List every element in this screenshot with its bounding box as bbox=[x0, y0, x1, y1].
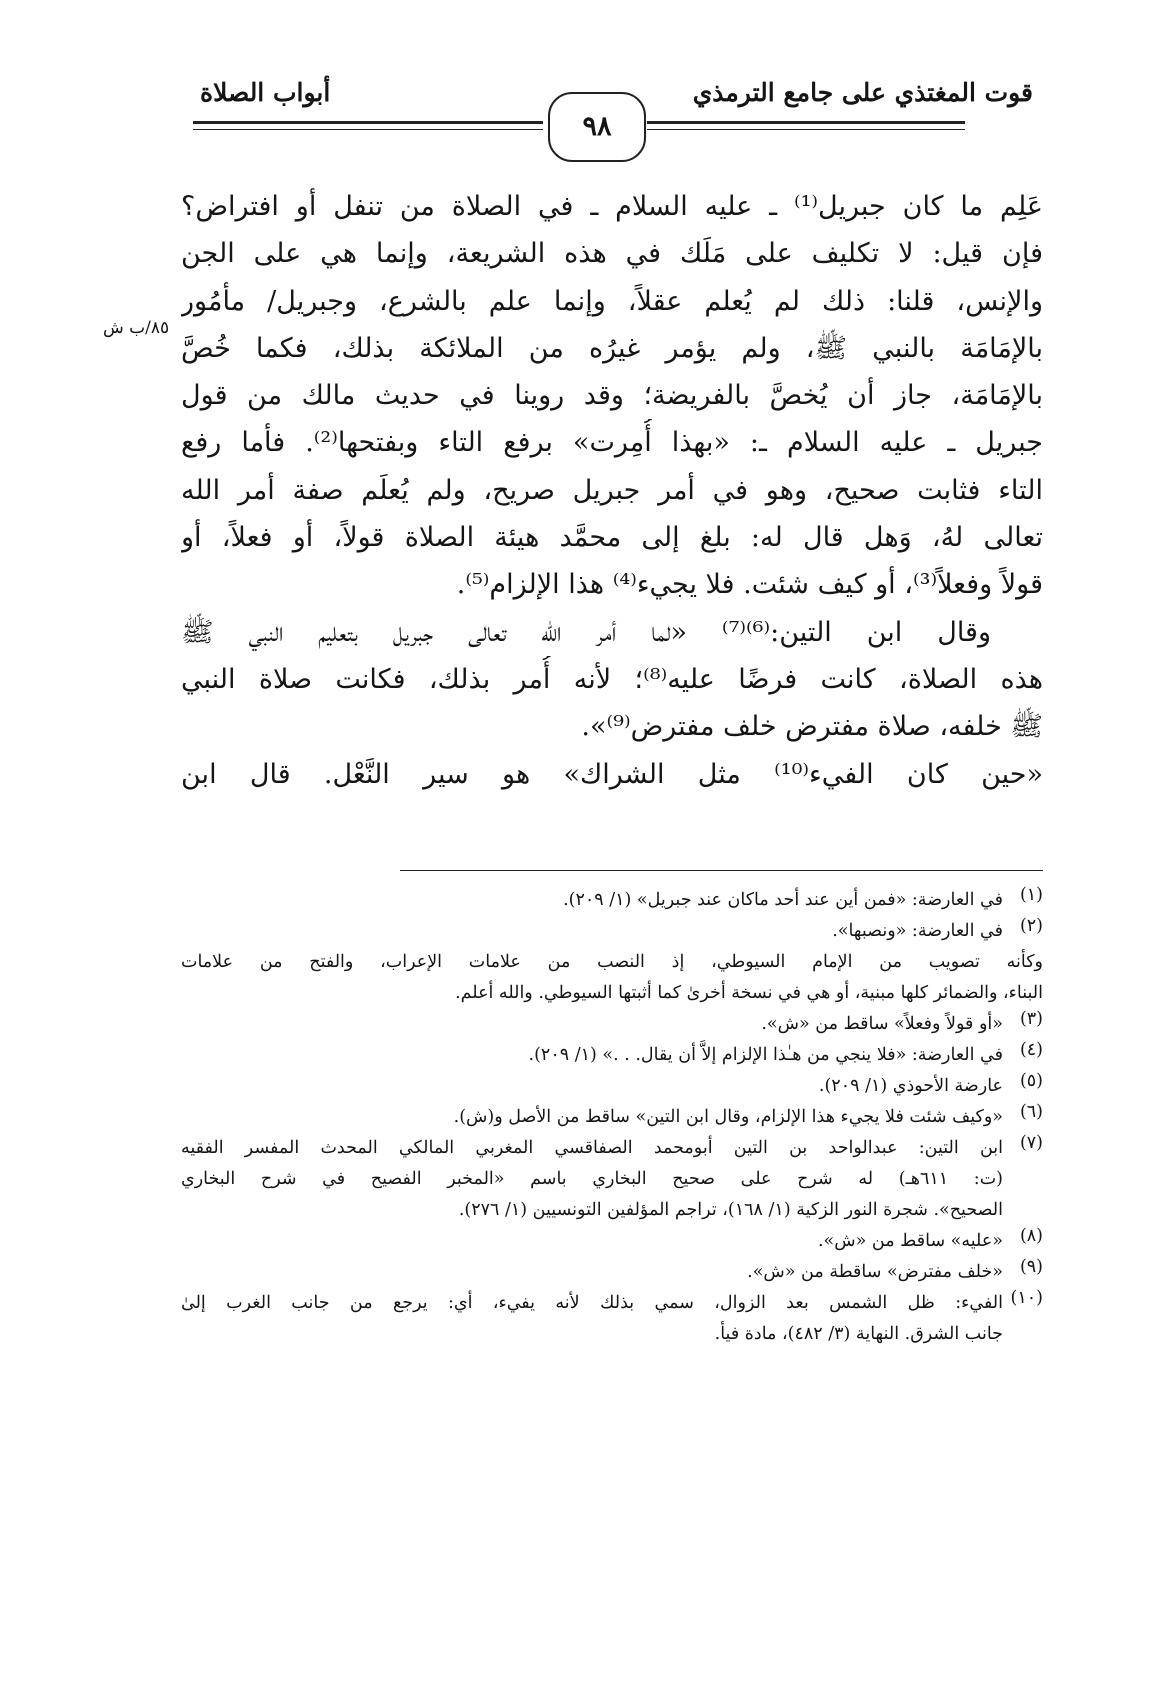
text-line: والإنس، قلنا: ذلك لم يُعلم عقلاً، وإنما علم بالشرع، وجبريل/ مأمُور bbox=[181, 285, 1043, 317]
header-rule-left-thin bbox=[193, 129, 543, 130]
footnote-line: «خلف مفترض» ساقطة من «ش». bbox=[747, 1262, 1003, 1282]
text-line: جبريل ـ عليه السلام ـ: «بهذا أُمِرت» برفع التاء وبفتحها⁽²⁾. فأما رفع bbox=[181, 427, 1043, 459]
footnote-number: (٩) bbox=[1019, 1257, 1043, 1277]
footnotes bbox=[181, 885, 1043, 1350]
footnote-separator bbox=[400, 870, 1043, 871]
footnote-number: (٦) bbox=[1019, 1102, 1043, 1122]
running-header-chapter-title: أبواب الصلاة bbox=[200, 78, 331, 107]
footnote-line: «عليه» ساقط من «ش». bbox=[817, 1231, 1003, 1251]
footnote-number: (٤) bbox=[1019, 1040, 1043, 1060]
text-line: بالإمَامَة، جاز أن يُخصَّ بالفريضة؛ وقد روينا في حديث مالك من قول bbox=[181, 380, 1043, 412]
footnote bbox=[181, 1102, 1043, 1133]
footnote-line: البناء، والضمائر كلها مبنية، أو هي في نسخة أخرىٰ كما أثبتها السيوطي. والله أعلم. bbox=[455, 983, 1043, 1003]
footnote-number: (٧) bbox=[1019, 1133, 1043, 1153]
footnote-line: جانب الشرق. النهاية (٣/ ٤٨٢)، مادة فيأ. bbox=[714, 1324, 1003, 1344]
footnote bbox=[181, 1288, 1043, 1350]
page-number-badge: ٩٨ bbox=[548, 92, 646, 162]
footnote-line: ابن التين: عبدالواحد بن التين أبومحمد الصفاقسي المغربي المالكي المحدث المفسر الفقيه bbox=[181, 1138, 1003, 1158]
text-line: عَلِم ما كان جبريل⁽¹⁾ ـ عليه السلام ـ في الصلاة من تنفل أو افتراض؟ bbox=[181, 191, 1043, 222]
footnote-line: «أو قولاً وفعلاً» ساقط من «ش». bbox=[761, 1014, 1003, 1034]
text-line-lemma: «حين كان الفيء⁽¹⁰⁾ مثل الشراك» هو سير النَّعْل. قال ابن bbox=[181, 758, 1043, 790]
text-line: ﷺ خلفه، صلاة مفترض خلف مفترض⁽⁹⁾». bbox=[581, 711, 1043, 743]
footnote bbox=[181, 1133, 1043, 1226]
footnote-line: في العارضة: «فمن أين عند أحد ماكان عند جبريل» (١/ ٢٠٩). bbox=[563, 890, 1003, 910]
footnote-number: (٣) bbox=[1019, 1009, 1043, 1029]
footnote bbox=[181, 916, 1043, 947]
running-header-book-title: قوت المغتذي على جامع الترمذي bbox=[692, 78, 1033, 107]
main-text bbox=[181, 183, 1043, 798]
footnote-number: (١٠) bbox=[1010, 1288, 1043, 1308]
footnote-continuation bbox=[181, 947, 1043, 1009]
footnote-line: الصحيح». شجرة النور الزكية (١/ ١٦٨)، تراجم المؤلفين التونسيين (١/ ٢٧٦). bbox=[458, 1200, 1003, 1220]
header-rule-right-thin bbox=[647, 129, 965, 130]
text-line: قولاً وفعلاً⁽³⁾، أو كيف شئت. فلا يجيء⁽⁴⁾ هذا الإلزام⁽⁵⁾. bbox=[456, 569, 1043, 601]
footnote-line: (ت: ٦١١هـ) له شرح على صحيح البخاري باسم «المخبر الفصيح في شرح البخاري bbox=[181, 1169, 1003, 1189]
footnote-number: (٢) bbox=[1019, 916, 1043, 936]
text-line: بالإمَامَة بالنبي ﷺ، ولم يؤمر غيرُه من الملائكة بذلك، فكما خُصَّ bbox=[181, 332, 1043, 364]
footnote-line: وكأنه تصويب من الإمام السيوطي، إذ النصب من علامات الإعراب، والفتح من علامات bbox=[181, 952, 1043, 972]
footnote-line: في العارضة: «فلا ينجي من هـٰذا الإلزام إلاَّ أن يقال. . .» (١/ ٢٠٩). bbox=[528, 1045, 1003, 1065]
footnote bbox=[181, 1009, 1043, 1040]
text-line: تعالى لهُ، وَهل قال له: بلغ إلى محمَّد هيئة الصلاة قولاً، أو فعلاً، أو bbox=[181, 522, 1043, 554]
footnote bbox=[181, 1040, 1043, 1071]
footnote bbox=[181, 885, 1043, 916]
footnote bbox=[181, 1226, 1043, 1257]
footnote bbox=[181, 1257, 1043, 1288]
footnote-line: الفيء: ظل الشمس بعد الزوال، سمي بذلك لأنه يفيء، أي: يرجع من جانب الغرب إلىٰ bbox=[181, 1293, 1003, 1313]
text-line: فإن قيل: لا تكليف على مَلَك في هذه الشريعة، وإنما هي على الجن bbox=[181, 238, 1043, 270]
footnote-number: (٨) bbox=[1019, 1226, 1043, 1246]
margin-manuscript-note: ٨٥/ب ش bbox=[103, 318, 170, 338]
text-line: التاء فثابت صحيح، وهو في أمر جبريل صريح، ولم يُعلَم صفة أمر الله bbox=[181, 474, 1043, 506]
header-rule-left-thick bbox=[193, 121, 543, 124]
footnote-number: (٥) bbox=[1019, 1071, 1043, 1091]
header-rule-right-thick bbox=[647, 121, 965, 124]
footnote-line: عارضة الأحوذي (١/ ٢٠٩). bbox=[818, 1076, 1003, 1096]
text-line: وقال ابن التين:⁽⁶⁾⁽⁷⁾ «لما أمر الله تعالى جبريل بتعليم النبي ﷺ bbox=[181, 616, 992, 648]
footnote bbox=[181, 1071, 1043, 1102]
footnote-line: «وكيف شئت فلا يجيء هذا الإلزام، وقال ابن التين» ساقط من الأصل و(ش). bbox=[453, 1107, 1003, 1127]
footnote-number: (١) bbox=[1019, 885, 1043, 905]
footnote-line: في العارضة: «ونصبها». bbox=[832, 921, 1003, 941]
text-line: هذه الصلاة، كانت فرضًا عليه⁽⁸⁾؛ لأنه أُمر بذلك، فكانت صلاة النبي bbox=[181, 663, 1043, 695]
